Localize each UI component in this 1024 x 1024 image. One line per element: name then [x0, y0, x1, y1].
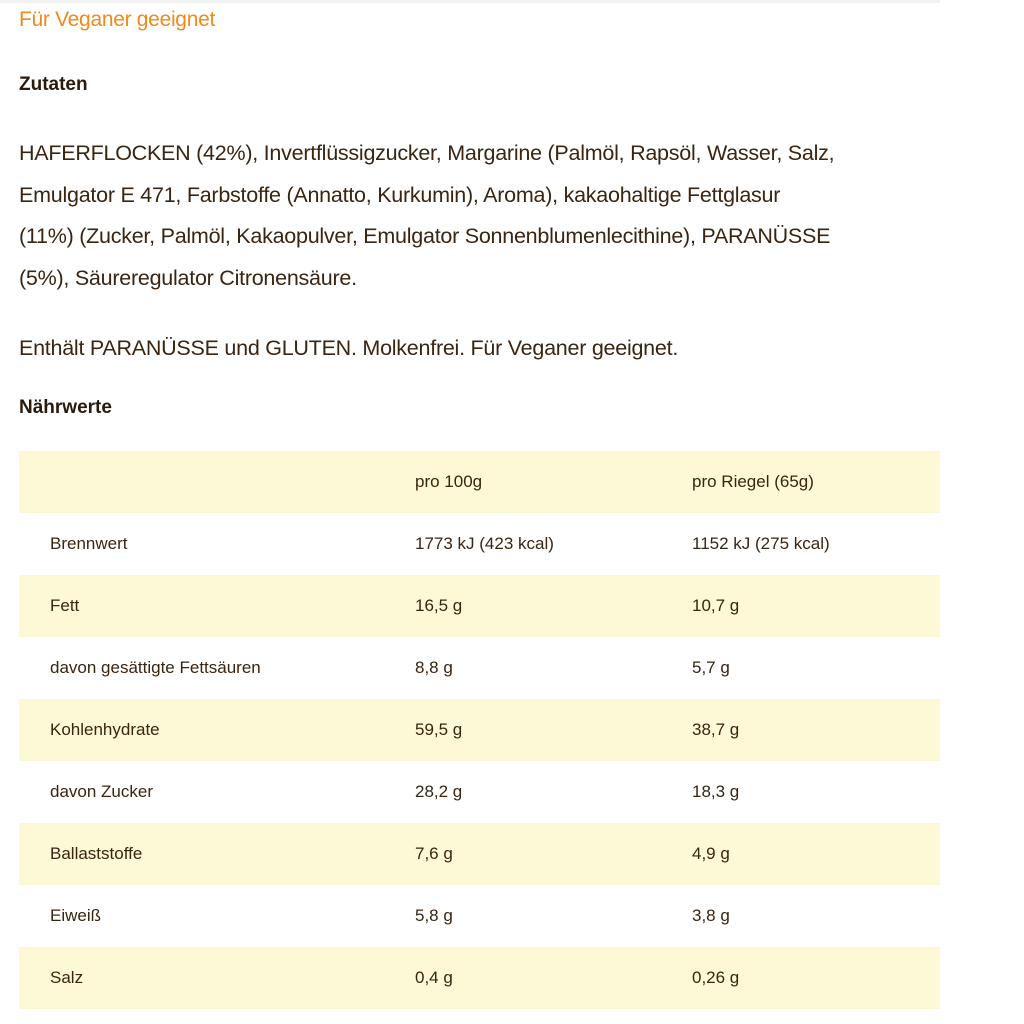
table-row — [19, 823, 940, 885]
value-per-100g: 28,2 g — [415, 782, 463, 801]
value-per-100g: 16,5 g — [415, 596, 463, 615]
top-divider — [0, 0, 940, 3]
ingredients-line: HAFERFLOCKEN (42%), Invertflüssigzucker, Margarine (Palmöl, Rapsöl, Wasser, Salz, — [19, 141, 835, 165]
nutrient-label: Brennwert — [50, 534, 128, 553]
value-per-bar: 4,9 g — [692, 844, 730, 863]
table-row — [19, 513, 940, 575]
nutrient-label: Ballaststoffe — [50, 844, 143, 863]
value-per-100g: 5,8 g — [415, 906, 453, 925]
ingredients-heading: Zutaten — [19, 74, 88, 95]
table-body — [19, 513, 940, 1009]
nutrient-label: Eiweiß — [50, 906, 102, 925]
ingredients-text — [19, 133, 934, 299]
table-row — [19, 885, 940, 947]
ingredients-line: Emulgator E 471, Farbstoffe (Annatto, Kurkumin), Aroma), kakaohaltige Fettglasur — [19, 182, 781, 207]
vegan-tagline: Für Veganer geeignet — [19, 8, 215, 31]
value-per-bar: 1152 kJ (275 kcal) — [692, 534, 830, 553]
value-per-bar: 5,7 g — [692, 658, 730, 677]
ingredients-line: (5%), Säureregulator Citronensäure. — [19, 265, 357, 290]
value-per-bar: 38,7 g — [692, 720, 740, 739]
value-per-100g: 59,5 g — [415, 720, 463, 739]
value-per-100g: 1773 kJ (423 kcal) — [415, 534, 554, 553]
table-row — [19, 761, 940, 823]
nutrient-label: Kohlenhydrate — [50, 720, 160, 739]
table-row — [19, 575, 940, 637]
value-per-100g: 7,6 g — [415, 844, 453, 863]
nutrition-table — [19, 451, 940, 1009]
value-per-100g: 0,4 g — [415, 968, 453, 987]
value-per-bar: 10,7 g — [692, 596, 740, 615]
column-header-per-bar: pro Riegel (65g) — [692, 472, 814, 491]
table-row — [19, 637, 940, 699]
nutrition-heading: Nährwerte — [19, 397, 112, 418]
value-per-bar: 18,3 g — [692, 782, 740, 801]
table-row — [19, 947, 940, 1009]
allergen-note: Enthält PARANÜSSE und GLUTEN. Molkenfrei. Für Veganer geeignet. — [19, 336, 679, 360]
table-header-row — [19, 451, 940, 513]
value-per-bar: 3,8 g — [692, 906, 730, 925]
nutrient-label: Salz — [50, 968, 84, 987]
nutrient-label: Fett — [50, 596, 80, 615]
nutrient-label: davon Zucker — [50, 782, 153, 801]
nutrient-label: davon gesättigte Fettsäuren — [50, 658, 261, 677]
value-per-100g: 8,8 g — [415, 658, 453, 677]
table-row — [19, 699, 940, 761]
column-header-per-100g: pro 100g — [415, 472, 483, 491]
value-per-bar: 0,26 g — [692, 968, 740, 987]
ingredients-line: (11%) (Zucker, Palmöl, Kakaopulver, Emulgator Sonnenblumenlecithine), PARANÜSSE — [19, 224, 831, 248]
